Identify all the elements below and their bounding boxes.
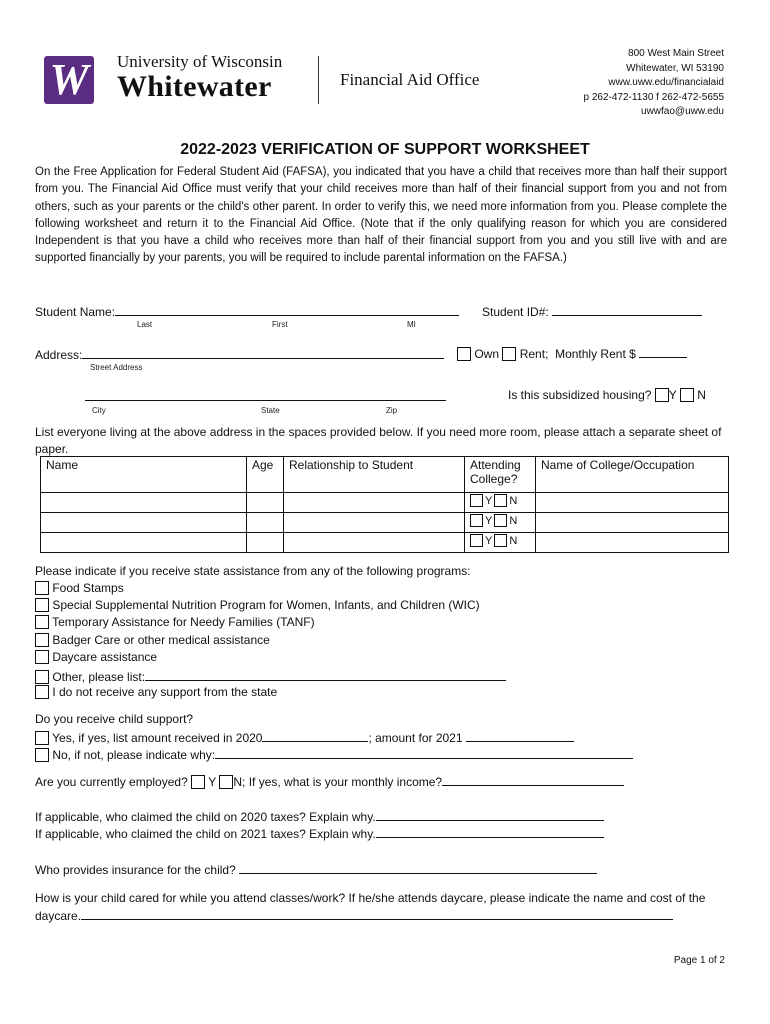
- assistance-item: I do not receive any support from the state: [35, 685, 277, 699]
- rent-checkbox[interactable]: [502, 347, 516, 361]
- attending-cell: Y N: [465, 533, 536, 553]
- insurance-row: Who provides insurance for the child?: [35, 861, 597, 877]
- age-cell[interactable]: [247, 493, 284, 513]
- col-relationship: Relationship to Student: [284, 457, 465, 493]
- city-label: City: [92, 406, 106, 415]
- childcare-field[interactable]: [81, 907, 673, 920]
- first-label: First: [272, 320, 288, 329]
- name-cell[interactable]: [41, 533, 247, 553]
- attending-yes-checkbox[interactable]: [470, 494, 483, 507]
- assistance-item: Special Supplemental Nutrition Program for Women, Infants, and Children (WIC): [35, 598, 480, 612]
- child-support-yes-checkbox[interactable]: [35, 731, 49, 745]
- age-cell[interactable]: [247, 513, 284, 533]
- last-label: Last: [137, 320, 153, 329]
- student-name-row: Student Name:: [35, 303, 459, 319]
- taxes-2021-row: If applicable, who claimed the child on 2021 taxes? Explain why.: [35, 825, 604, 841]
- child-support-no-row: No, if not, please indicate why:: [35, 746, 633, 762]
- attending-cell: Y N: [465, 513, 536, 533]
- relationship-cell[interactable]: [284, 533, 465, 553]
- attending-yes-checkbox[interactable]: [470, 534, 483, 547]
- attending-no-checkbox[interactable]: [494, 494, 507, 507]
- age-cell[interactable]: [247, 533, 284, 553]
- col-college-occupation: Name of College/Occupation: [536, 457, 729, 493]
- name-cell[interactable]: [41, 493, 247, 513]
- attending-cell: Y N: [465, 493, 536, 513]
- zip-label: Zip: [386, 406, 398, 415]
- assistance-item: Other, please list:: [35, 668, 506, 684]
- col-attending-college: Attending College?: [465, 457, 536, 493]
- city-state-zip-field[interactable]: [85, 400, 446, 401]
- childcare-question: How is your child cared for while you attend classes/work? If he/she attends daycare, please indicate the name and cost of the daycare.: [35, 891, 706, 923]
- housing-row: Own Rent; Monthly Rent $: [457, 345, 687, 361]
- street-address-label: Street Address: [90, 363, 143, 372]
- name-cell[interactable]: [41, 513, 247, 533]
- office-name: Financial Aid Office: [340, 70, 480, 89]
- table-row: [41, 513, 729, 533]
- table-row: [41, 493, 729, 513]
- university-name: University of Wisconsin Whitewater: [117, 52, 283, 103]
- student-name-field[interactable]: [115, 303, 459, 316]
- household-instructions: List everyone living at the above address in the spaces provided below. If you need more room, please attach a separate sheet of paper.: [35, 425, 722, 456]
- relationship-cell[interactable]: [284, 493, 465, 513]
- mi-label: MI: [407, 320, 416, 329]
- student-id-row: Student ID#:: [482, 303, 702, 319]
- assistance-item: Food Stamps: [35, 581, 124, 595]
- employed-yes-checkbox[interactable]: [191, 775, 205, 789]
- taxes-2020-row: If applicable, who claimed the child on 2020 taxes? Explain why.: [35, 808, 604, 824]
- taxes-2020-field[interactable]: [376, 808, 604, 821]
- subsidized-no-checkbox[interactable]: [680, 388, 694, 402]
- street-address-field[interactable]: [82, 346, 444, 359]
- no-support-reason-field[interactable]: [215, 746, 633, 759]
- address-row: Address:: [35, 346, 444, 362]
- child-support-no-checkbox[interactable]: [35, 748, 49, 762]
- student-id-field[interactable]: [552, 303, 702, 316]
- university-logo: W: [44, 56, 94, 104]
- attending-no-checkbox[interactable]: [494, 534, 507, 547]
- daycare-assistance-checkbox[interactable]: [35, 650, 49, 664]
- page-number: Page 1 of 2: [673, 955, 725, 966]
- food-stamps-checkbox[interactable]: [35, 581, 49, 595]
- college-cell[interactable]: [536, 513, 729, 533]
- subsidized-row: Is this subsidized housing? Y N: [508, 388, 706, 402]
- intro-paragraph: On the Free Application for Federal Student Aid (FAFSA), you indicated that you have a child that receives more than half their support from you. The Financial Aid Office must verify that your child receives more than half of their financial support from you and not from others, such as your parents or the child's other parent. In order to verify this, we need more information from you. Please complete the following worksheet and return it to the Financial Aid Office. (Note that if the only qualifying reason for which you are considered Independent is that you have a child who receives more than half of their financial support from you and you still live with and are supported financially by your parents, you will be required to include parental information on the FAFSA.): [35, 166, 727, 265]
- page-title: 2022-2023 VERIFICATION OF SUPPORT WORKSHEET: [180, 141, 590, 158]
- insurance-field[interactable]: [239, 861, 597, 874]
- wic-checkbox[interactable]: [35, 598, 49, 612]
- taxes-2021-field[interactable]: [376, 825, 604, 838]
- college-cell[interactable]: [536, 493, 729, 513]
- other-list-field[interactable]: [145, 668, 506, 681]
- monthly-rent-field[interactable]: [639, 345, 687, 358]
- assistance-prompt: Please indicate if you receive state assistance from any of the following programs:: [35, 564, 471, 578]
- other-checkbox[interactable]: [35, 670, 49, 684]
- child-support-prompt: Do you receive child support?: [35, 712, 194, 726]
- assistance-item: Daycare assistance: [35, 650, 157, 664]
- col-name: Name: [41, 457, 247, 493]
- household-table: [40, 456, 729, 553]
- assistance-item: Temporary Assistance for Needy Families (TANF): [35, 615, 315, 629]
- header-divider: [318, 56, 319, 104]
- col-age: Age: [247, 457, 284, 493]
- state-label: State: [261, 406, 280, 415]
- tanf-checkbox[interactable]: [35, 615, 49, 629]
- no-support-checkbox[interactable]: [35, 685, 49, 699]
- subsidized-yes-checkbox[interactable]: [655, 388, 669, 402]
- table-row: [41, 533, 729, 553]
- attending-no-checkbox[interactable]: [494, 514, 507, 527]
- monthly-income-field[interactable]: [442, 773, 624, 786]
- badger-care-checkbox[interactable]: [35, 633, 49, 647]
- relationship-cell[interactable]: [284, 513, 465, 533]
- amount-2021-field[interactable]: [466, 729, 574, 742]
- college-cell[interactable]: [536, 533, 729, 553]
- child-support-yes-row: Yes, if yes, list amount received in 2020 ; amount for 2021: [35, 729, 574, 745]
- assistance-item: Badger Care or other medical assistance: [35, 633, 270, 647]
- employed-no-checkbox[interactable]: [219, 775, 233, 789]
- attending-yes-checkbox[interactable]: [470, 514, 483, 527]
- own-checkbox[interactable]: [457, 347, 471, 361]
- amount-2020-field[interactable]: [262, 729, 368, 742]
- office-address: 800 West Main Street Whitewater, WI 53190 www.uww.edu/financialaid p 262-472-1130 f 262-472-5655 uwwfao@uww.edu: [583, 48, 724, 117]
- employment-row: Are you currently employed? Y N; If yes, what is your monthly income?: [35, 773, 624, 789]
